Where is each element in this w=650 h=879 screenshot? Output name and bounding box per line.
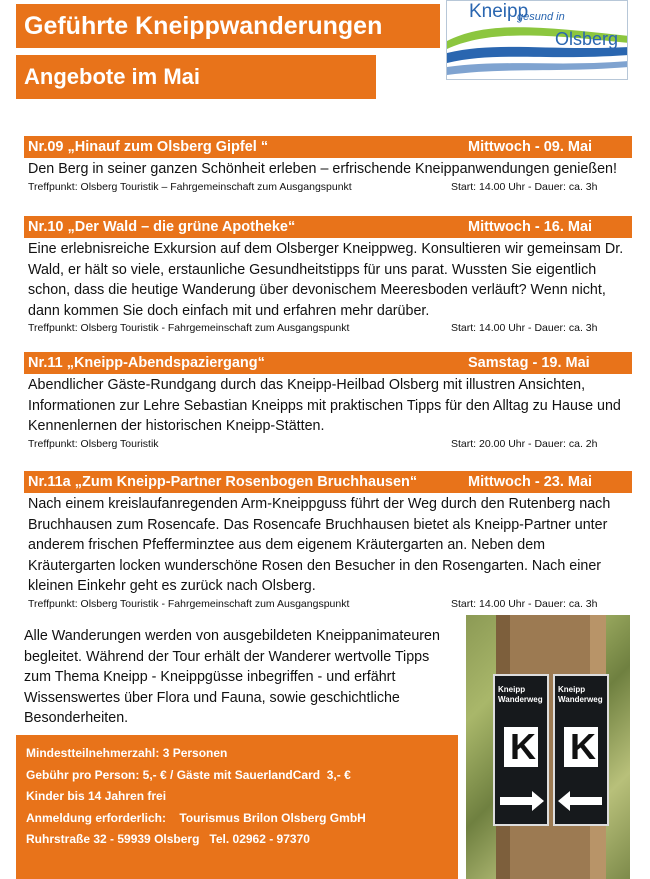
event-description: Abendlicher Gäste-Rundgang durch das Kneipp-Heilbad Olsberg mit illustren Ansichten, Informationen zur Lehre Sebastian Kneipps mit praktischen Tipps für den Alltag zu Hause und Kennenlernen der historischen Kneipp-Stätten. bbox=[28, 377, 621, 434]
event-11 bbox=[24, 352, 632, 453]
event-10 bbox=[24, 216, 632, 337]
event-title: Nr.10 „Der Wald – die grüne Apotheke“ bbox=[28, 219, 296, 235]
fee-children: Kinder bis 14 Jahren frei bbox=[26, 789, 167, 803]
fee-price: Gebühr pro Person: 5,- € / Gäste mit SauerlandCard 3,- € bbox=[26, 767, 351, 782]
event-meeting-point: Treffpunkt: Olsberg Touristik - Fahrgemeinschaft zum Ausgangspunkt bbox=[28, 597, 350, 610]
event-header bbox=[24, 216, 632, 238]
event-start-time: Start: 14.00 Uhr - Dauer: ca. 3h bbox=[451, 597, 598, 610]
logo-text-olsberg: Olsberg bbox=[555, 29, 619, 49]
fee-registration: Anmeldung erforderlich: Tourismus Brilon Olsberg GmbH bbox=[26, 810, 366, 825]
event-description: Nach einem kreislaufanregenden Arm-Kneippguss führt der Weg durch den Rutenberg nach Bruchhausen zum Rosencafe. Das Rosencafe Bruchhausen bietet als Kneipp-Partner unter anderem frischen Pfefferminztee aus dem eigenem Kräutergarten an. Neben dem Kräutergarten locken wunderschöne Rosen den Besucher in den Rosengarten. Nach einer kleinen Einkehr geht es zurück nach Olsberg. bbox=[28, 496, 611, 594]
sign-text-kneipp-right: Kneipp bbox=[558, 685, 586, 694]
event-start-time: Start: 20.00 Uhr - Dauer: ca. 2h bbox=[451, 437, 598, 450]
kneipp-wanderweg-sign-photo bbox=[466, 615, 630, 879]
event-header bbox=[24, 471, 632, 493]
event-meta bbox=[24, 321, 632, 337]
event-meta bbox=[24, 180, 632, 196]
event-meeting-point: Treffpunkt: Olsberg Touristik – Fahrgemeinschaft zum Ausgangspunkt bbox=[28, 180, 352, 193]
event-date: Mittwoch - 23. Mai bbox=[468, 474, 593, 490]
general-info: Alle Wanderungen werden von ausgebildeten Kneippanimateuren begleitet. Während der Tour erhält der Wanderer wertvolle Tipps zum Thema Kneipp - Kneippgüsse inbegriffen - und erfährt Wissenswertes über Flora und Fauna, sowie geschichtliche Besonderheiten. bbox=[24, 628, 440, 726]
event-11a bbox=[24, 471, 632, 613]
kneipp-olsberg-logo bbox=[446, 0, 628, 80]
event-title: Nr.09 „Hinauf zum Olsberg Gipfel “ bbox=[28, 139, 269, 155]
event-description: Den Berg in seiner ganzen Schönheit erleben – erfrischende Kneippanwendungen genießen! bbox=[28, 161, 617, 177]
event-start-time: Start: 14.00 Uhr - Dauer: ca. 3h bbox=[451, 322, 598, 334]
page-title: Geführte Kneippwanderungen bbox=[16, 4, 440, 48]
signpost-icon bbox=[466, 615, 630, 879]
event-title: Nr.11 „Kneipp-Abendspaziergang“ bbox=[28, 355, 265, 371]
logo-text-gesund: gesund in bbox=[517, 11, 565, 23]
event-meta bbox=[24, 597, 632, 613]
sign-letter-right: K bbox=[570, 726, 596, 767]
event-start-time: Start: 14.00 Uhr - Dauer: ca. 3h bbox=[451, 180, 598, 193]
sign-letter-left: K bbox=[510, 726, 536, 767]
event-date: Mittwoch - 09. Mai bbox=[468, 139, 593, 155]
event-header bbox=[24, 136, 632, 158]
page-subtitle: Angebote im Mai bbox=[16, 55, 376, 99]
event-title: Nr.11a „Zum Kneipp-Partner Rosenbogen Bruchhausen“ bbox=[28, 474, 418, 490]
event-date: Samstag - 19. Mai bbox=[468, 355, 590, 371]
event-meeting-point: Treffpunkt: Olsberg Touristik bbox=[28, 437, 159, 450]
event-date: Mittwoch - 16. Mai bbox=[468, 219, 593, 235]
fee-address: Ruhrstraße 32 - 59939 Olsberg Tel. 02962 - 97370 bbox=[26, 832, 310, 846]
sign-text-kneipp-left: Kneipp bbox=[498, 685, 526, 694]
event-meeting-point: Treffpunkt: Olsberg Touristik - Fahrgemeinschaft zum Ausgangspunkt bbox=[28, 322, 350, 334]
fee-min-participants: Mindestteilnehmerzahl: 3 Personen bbox=[26, 746, 228, 760]
logo-text-kneipp: Kneipp bbox=[469, 1, 529, 22]
fee-info-box bbox=[16, 735, 458, 879]
event-meta bbox=[24, 437, 632, 453]
sign-text-wanderweg-right: Wanderweg bbox=[558, 695, 603, 704]
sign-text-wanderweg-left: Wanderweg bbox=[498, 695, 543, 704]
event-description: Eine erlebnisreiche Exkursion auf dem Olsberger Kneippweg. Konsultieren wir gemeinsam Dr. Wald, er hält so viele, erstaunliche Gesundheitstipps für uns parat. Wussten Sie eigentlich schon, dass die heutige Wanderung über devonischem Meeresboden verläuft? Wenn nicht, dann kommen Sie doch einfach mit und erfahren mehr darüber. bbox=[28, 241, 624, 319]
event-header bbox=[24, 352, 632, 374]
event-09 bbox=[24, 136, 632, 196]
